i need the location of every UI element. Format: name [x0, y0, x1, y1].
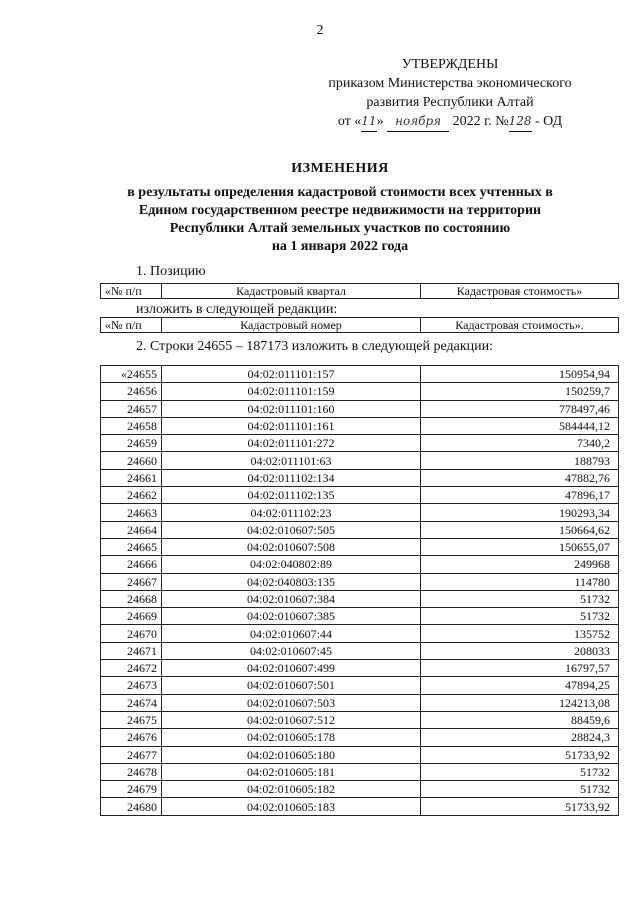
cadastral-number: 04:02:040802:89	[162, 556, 421, 573]
date-prefix: от «	[337, 114, 362, 129]
cadastral-value: 51733,92	[421, 746, 619, 763]
cadastral-number: 04:02:011102:135	[162, 487, 421, 504]
cadastral-number: 04:02:010607:44	[162, 625, 421, 642]
cadastral-table	[100, 365, 619, 816]
cadastral-value: 7340,2	[421, 435, 619, 452]
row-number: 24668	[101, 590, 162, 607]
order-suffix: - ОД	[535, 114, 563, 129]
row-number: 24671	[101, 642, 162, 659]
cadastral-value: 150655,07	[421, 538, 619, 555]
row-number: 24658	[101, 417, 162, 434]
cadastral-value: 778497,46	[421, 400, 619, 417]
old-header-row	[101, 284, 619, 299]
table-row	[101, 642, 619, 659]
item-1-label: 1. Позицию	[136, 264, 206, 279]
replace-text: изложить в следующей редакции:	[136, 302, 338, 317]
table-row	[101, 763, 619, 780]
cadastral-number: 04:02:010605:183	[162, 798, 421, 815]
cadastral-value: 150954,94	[421, 366, 619, 383]
row-number: 24669	[101, 608, 162, 625]
table-row	[101, 660, 619, 677]
cadastral-value: 150259,7	[421, 383, 619, 400]
old-header-number: «№ п/п	[101, 284, 162, 299]
old-header-table	[100, 283, 619, 299]
table-row	[101, 590, 619, 607]
cadastral-value: 114780	[421, 573, 619, 590]
row-number: 24661	[101, 469, 162, 486]
row-number: 24657	[101, 400, 162, 417]
table-row	[101, 383, 619, 400]
cadastral-number: 04:02:011101:157	[162, 366, 421, 383]
table-row	[101, 452, 619, 469]
approval-line-2: развития Республики Алтай	[366, 95, 534, 110]
cadastral-number: 04:02:011102:23	[162, 504, 421, 521]
cadastral-value: 51732	[421, 781, 619, 798]
cadastral-number: 04:02:010605:182	[162, 781, 421, 798]
title-heading: ИЗМЕНЕНИЯ	[291, 161, 389, 176]
cadastral-number: 04:02:010605:181	[162, 763, 421, 780]
cadastral-number: 04:02:011101:272	[162, 435, 421, 452]
cadastral-value: 16797,57	[421, 660, 619, 677]
cadastral-value: 188793	[421, 452, 619, 469]
new-header-number: «№ п/п	[101, 318, 162, 333]
cadastral-number: 04:02:040803:135	[162, 573, 421, 590]
cadastral-value: 47894,25	[421, 677, 619, 694]
table-row	[101, 556, 619, 573]
row-number: 24672	[101, 660, 162, 677]
table-row	[101, 417, 619, 434]
row-number: 24667	[101, 573, 162, 590]
row-number: 24678	[101, 763, 162, 780]
title-line-1: в результаты определения кадастровой стоимости всех учтенных в	[127, 185, 553, 200]
handwritten-order-number: 128	[509, 112, 532, 132]
row-number: 24677	[101, 746, 162, 763]
row-number: 24659	[101, 435, 162, 452]
table-row	[101, 798, 619, 815]
row-number: 24665	[101, 538, 162, 555]
row-number: 24660	[101, 452, 162, 469]
cadastral-number: 04:02:010607:384	[162, 590, 421, 607]
cadastral-value: 249968	[421, 556, 619, 573]
cadastral-number: 04:02:010607:501	[162, 677, 421, 694]
cadastral-number: 04:02:010607:508	[162, 538, 421, 555]
table-row	[101, 504, 619, 521]
table-row	[101, 746, 619, 763]
row-number: 24656	[101, 383, 162, 400]
item-2-label: 2. Строки 24655 – 187173 изложить в следующей редакции:	[136, 339, 494, 354]
new-header-table	[100, 317, 619, 333]
row-number: 24676	[101, 729, 162, 746]
row-number: «24655	[101, 366, 162, 383]
new-header-row	[101, 318, 619, 333]
cadastral-value: 51732	[421, 608, 619, 625]
order-date-line	[300, 112, 600, 132]
row-number: 24679	[101, 781, 162, 798]
cadastral-value: 584444,12	[421, 417, 619, 434]
row-number: 24674	[101, 694, 162, 711]
handwritten-month: ноября	[387, 112, 449, 132]
approval-title: УТВЕРЖДЕНЫ	[401, 57, 499, 72]
table-row	[101, 677, 619, 694]
cadastral-number: 04:02:011101:161	[162, 417, 421, 434]
row-number: 24664	[101, 521, 162, 538]
new-header-value: Кадастровая стоимость».	[421, 318, 619, 333]
order-year: 2022 г. №	[452, 114, 509, 129]
cadastral-number: 04:02:010607:499	[162, 660, 421, 677]
cadastral-number: 04:02:011102:134	[162, 469, 421, 486]
cadastral-value: 208033	[421, 642, 619, 659]
row-number: 24663	[101, 504, 162, 521]
document-title	[110, 160, 570, 256]
cadastral-value: 51732	[421, 763, 619, 780]
cadastral-number: 04:02:011101:160	[162, 400, 421, 417]
title-line-3: Республики Алтай земельных участков по состоянию	[169, 221, 511, 236]
date-mid: »	[376, 114, 384, 129]
table-row	[101, 366, 619, 383]
cadastral-number: 04:02:010607:503	[162, 694, 421, 711]
cadastral-value: 190293,34	[421, 504, 619, 521]
row-number: 24680	[101, 798, 162, 815]
old-header-quarter: Кадастровый квартал	[162, 284, 421, 299]
table-row	[101, 625, 619, 642]
cadastral-number: 04:02:010605:180	[162, 746, 421, 763]
cadastral-number: 04:02:011101:159	[162, 383, 421, 400]
table-row	[101, 573, 619, 590]
cadastral-table-body	[101, 366, 619, 816]
cadastral-number: 04:02:010607:505	[162, 521, 421, 538]
handwritten-day: 11	[361, 112, 376, 132]
cadastral-value: 88459,6	[421, 711, 619, 728]
old-header-value: Кадастровая стоимость»	[421, 284, 619, 299]
title-line-2: Едином государственном реестре недвижимости на территории	[138, 203, 542, 218]
cadastral-value: 51732	[421, 590, 619, 607]
table-row	[101, 781, 619, 798]
cadastral-number: 04:02:010607:45	[162, 642, 421, 659]
table-row	[101, 729, 619, 746]
cadastral-number: 04:02:010607:512	[162, 711, 421, 728]
table-row	[101, 487, 619, 504]
row-number: 24675	[101, 711, 162, 728]
table-row	[101, 608, 619, 625]
table-row	[101, 400, 619, 417]
cadastral-number: 04:02:010607:385	[162, 608, 421, 625]
table-row	[101, 538, 619, 555]
page-number: 2	[316, 23, 324, 38]
title-line-4: на 1 января 2022 года	[271, 239, 409, 254]
table-row	[101, 521, 619, 538]
cadastral-value: 47896,17	[421, 487, 619, 504]
cadastral-value: 135752	[421, 625, 619, 642]
cadastral-value: 150664,62	[421, 521, 619, 538]
table-row	[101, 435, 619, 452]
row-number: 24666	[101, 556, 162, 573]
table-row	[101, 711, 619, 728]
cadastral-value: 124213,08	[421, 694, 619, 711]
cadastral-number: 04:02:011101:63	[162, 452, 421, 469]
cadastral-value: 47882,76	[421, 469, 619, 486]
row-number: 24670	[101, 625, 162, 642]
cadastral-value: 51733,92	[421, 798, 619, 815]
table-row	[101, 469, 619, 486]
approval-stamp	[300, 55, 600, 132]
cadastral-value: 28824,3	[421, 729, 619, 746]
new-header-cadastral: Кадастровый номер	[162, 318, 421, 333]
row-number: 24673	[101, 677, 162, 694]
cadastral-number: 04:02:010605:178	[162, 729, 421, 746]
row-number: 24662	[101, 487, 162, 504]
approval-line-1: приказом Министерства экономического	[328, 76, 572, 91]
table-row	[101, 694, 619, 711]
